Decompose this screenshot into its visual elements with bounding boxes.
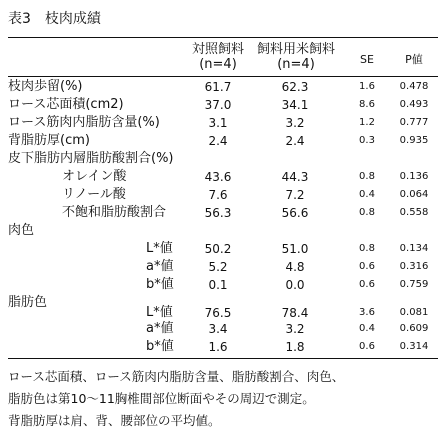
row-label: 脂肪色 bbox=[8, 295, 48, 310]
cell-rice: 3.2 bbox=[285, 322, 305, 336]
cell-control: 43.6 bbox=[204, 170, 232, 184]
table-notes bbox=[8, 366, 344, 432]
cell-control: 50.2 bbox=[204, 242, 232, 256]
table-row bbox=[0, 132, 447, 150]
row-label: リノール酸 bbox=[62, 187, 126, 202]
table-row bbox=[0, 240, 447, 258]
cell-se: 0.6 bbox=[359, 261, 375, 272]
cell-control: 3.4 bbox=[208, 322, 228, 336]
row-label: b*値 bbox=[146, 339, 174, 354]
table-row bbox=[0, 338, 447, 356]
table-caption: 表3 枝肉成績 bbox=[8, 11, 101, 27]
header-control-n: (n=4) bbox=[199, 57, 237, 72]
row-label: 背脂肪厚(cm) bbox=[8, 133, 90, 148]
cell-rice: 62.3 bbox=[281, 80, 309, 94]
cell-se: 0.8 bbox=[359, 207, 375, 218]
cell-p-value: 0.558 bbox=[399, 207, 429, 218]
cell-rice: 78.4 bbox=[281, 306, 309, 320]
cell-p-value: 0.134 bbox=[399, 243, 429, 254]
header-p-value: P値 bbox=[405, 53, 423, 66]
table-row bbox=[0, 78, 447, 96]
cell-control: 2.4 bbox=[208, 134, 228, 148]
cell-control: 5.2 bbox=[208, 260, 228, 274]
cell-rice: 2.4 bbox=[285, 134, 305, 148]
table-row bbox=[0, 168, 447, 186]
row-label: b*値 bbox=[146, 277, 174, 292]
note-line: 背脂肪厚は肩、背、腰部位の平均値。 bbox=[8, 413, 221, 428]
table-row bbox=[0, 258, 447, 276]
cell-p-value: 0.759 bbox=[399, 279, 429, 290]
row-label: L*値 bbox=[146, 241, 173, 256]
table-row bbox=[0, 222, 447, 240]
row-label: ロース筋肉内脂肪含量(%) bbox=[8, 115, 160, 130]
row-label: 皮下脂肪内層脂肪酸割合(%) bbox=[8, 151, 174, 166]
cell-rice: 4.8 bbox=[285, 260, 305, 274]
cell-se: 1.6 bbox=[359, 81, 375, 92]
table-row bbox=[0, 96, 447, 114]
row-label: 不飽和脂肪酸割合 bbox=[62, 205, 167, 220]
cell-rice: 56.6 bbox=[281, 206, 309, 220]
cell-p-value: 0.478 bbox=[399, 81, 429, 92]
cell-control: 37.0 bbox=[204, 98, 232, 112]
cell-se: 8.6 bbox=[359, 99, 375, 110]
cell-rice: 34.1 bbox=[281, 98, 309, 112]
cell-rice: 7.2 bbox=[285, 188, 305, 202]
cell-se: 0.3 bbox=[359, 135, 375, 146]
table-row bbox=[0, 320, 447, 338]
header-control-name: 対照飼料 bbox=[191, 42, 244, 57]
cell-p-value: 0.064 bbox=[399, 189, 429, 200]
cell-p-value: 0.935 bbox=[399, 135, 429, 146]
cell-se: 3.6 bbox=[359, 307, 375, 318]
cell-rice: 3.2 bbox=[285, 116, 305, 130]
cell-p-value: 0.314 bbox=[399, 341, 429, 352]
row-label: 肉色 bbox=[8, 223, 35, 238]
note-line: 脂肪色は第10～11胸椎間部位断面やその周辺で測定。 bbox=[8, 391, 315, 406]
cell-rice: 51.0 bbox=[281, 242, 309, 256]
cell-control: 7.6 bbox=[208, 188, 228, 202]
cell-control: 56.3 bbox=[204, 206, 232, 220]
table-row bbox=[0, 276, 447, 294]
table-row bbox=[0, 114, 447, 132]
table-header-rule bbox=[8, 76, 438, 77]
cell-p-value: 0.609 bbox=[399, 323, 429, 334]
cell-rice: 1.8 bbox=[285, 340, 305, 354]
cell-se: 0.8 bbox=[359, 243, 375, 254]
cell-control: 61.7 bbox=[204, 80, 232, 94]
cell-se: 0.6 bbox=[359, 341, 375, 352]
row-label: a*値 bbox=[146, 259, 174, 274]
header-se: SE bbox=[360, 53, 374, 66]
cell-se: 1.2 bbox=[359, 117, 375, 128]
cell-se: 0.4 bbox=[359, 323, 375, 334]
cell-p-value: 0.493 bbox=[399, 99, 429, 110]
cell-p-value: 0.316 bbox=[399, 261, 429, 272]
row-label: ロース芯面積(cm2) bbox=[8, 97, 124, 112]
cell-control: 1.6 bbox=[208, 340, 228, 354]
cell-p-value: 0.081 bbox=[399, 307, 429, 318]
note-line: ロース芯面積、ロース筋肉内脂肪含量、脂肪酸割合、肉色、 bbox=[8, 369, 345, 384]
cell-p-value: 0.777 bbox=[399, 117, 429, 128]
cell-rice: 0.0 bbox=[285, 278, 305, 292]
cell-se: 0.4 bbox=[359, 189, 375, 200]
table-top-rule bbox=[8, 37, 438, 38]
cell-control: 3.1 bbox=[208, 116, 228, 130]
row-label: 枝肉歩留(%) bbox=[8, 79, 83, 94]
row-label: a*値 bbox=[146, 321, 174, 336]
cell-control: 76.5 bbox=[204, 306, 232, 320]
cell-rice: 44.3 bbox=[281, 170, 309, 184]
row-label: L*値 bbox=[146, 305, 173, 320]
cell-p-value: 0.136 bbox=[399, 171, 429, 182]
header-rice-n: (n=4) bbox=[277, 57, 315, 72]
table-row bbox=[0, 150, 447, 168]
table-row bbox=[0, 186, 447, 204]
cell-control: 0.1 bbox=[208, 278, 228, 292]
cell-se: 0.8 bbox=[359, 171, 375, 182]
table-row bbox=[0, 204, 447, 222]
cell-se: 0.6 bbox=[359, 279, 375, 290]
header-rice-name: 飼料用米飼料 bbox=[256, 42, 335, 57]
row-label: オレイン酸 bbox=[62, 169, 127, 184]
table-bottom-rule bbox=[8, 358, 438, 359]
